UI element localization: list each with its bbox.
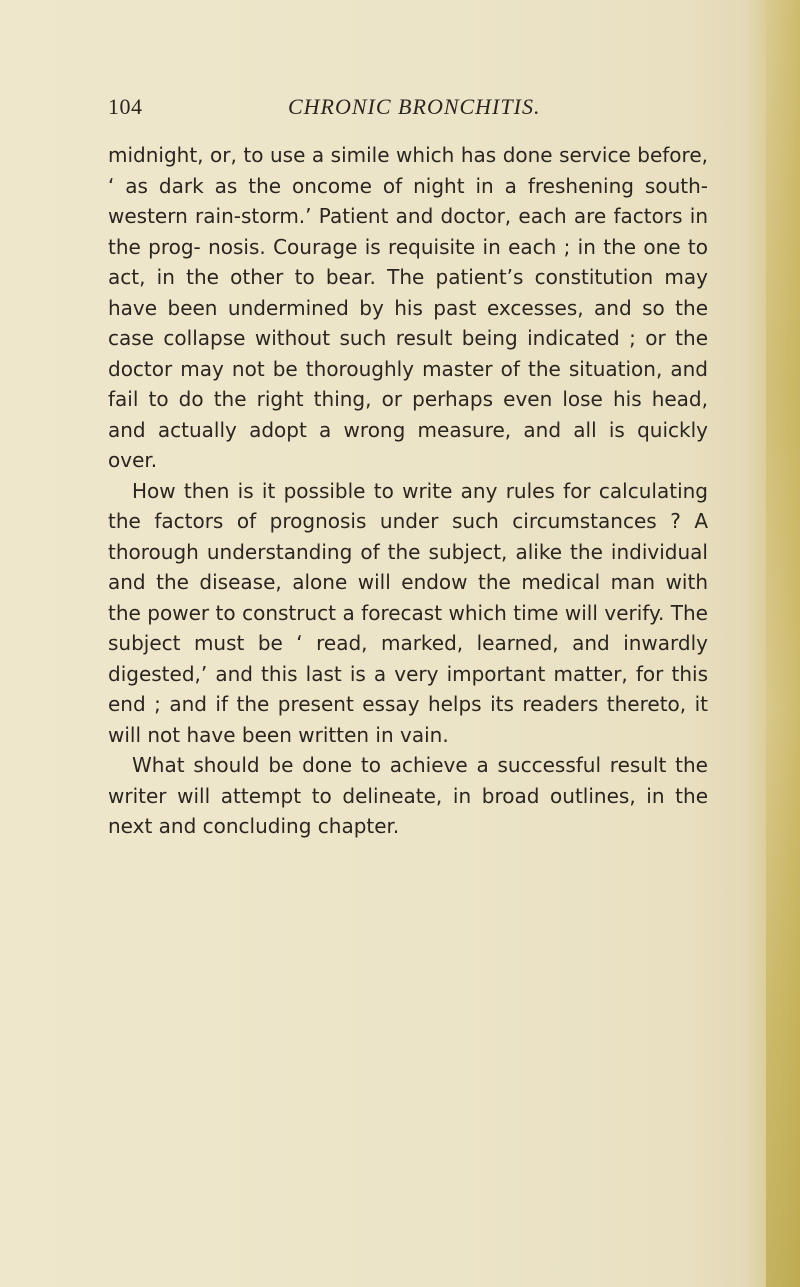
page-edge-stain xyxy=(766,0,800,1287)
paragraph-2: How then is it possible to write any rules for calculating the factors of prognosis under such circumstances ? A thorough understanding of the subject, alike the individual and the disease, alone will endow the medical man with the power to construct a forecast which time will verify. The subject must be ‘ read, marked, learned, and inwardly digested,’ and this last is a very important matter, for this end ; and if the present essay helps its readers thereto, it will not have been written in vain. xyxy=(108,478,708,747)
running-title: CHRONIC BRONCHITIS. xyxy=(288,94,541,119)
page-header xyxy=(108,94,708,128)
paragraph-3: What should be done to achieve a successful result the writer will attempt to delineate, in broad outlines, in the next and concluding chapter. xyxy=(108,753,708,838)
page-number: 104 xyxy=(108,94,143,119)
paragraph-1: midnight, or, to use a simile which has done service before, ‘ as dark as the oncome of night in a freshening south-western rain-storm.’ Patient and doctor, each are factors in the prog- nosis. Courage is requisite in each ; in the one to act, in the other to bear. The patient’s constitution may have been undermined by his past excesses, and so the case collapse without such result being indicated ; or the doctor may not be thoroughly master of the situation, and fail to do the right thing, or perhaps even lose his head, and actually adopt a wrong measure, and all is quickly over. xyxy=(108,143,708,472)
body-text xyxy=(108,140,708,842)
